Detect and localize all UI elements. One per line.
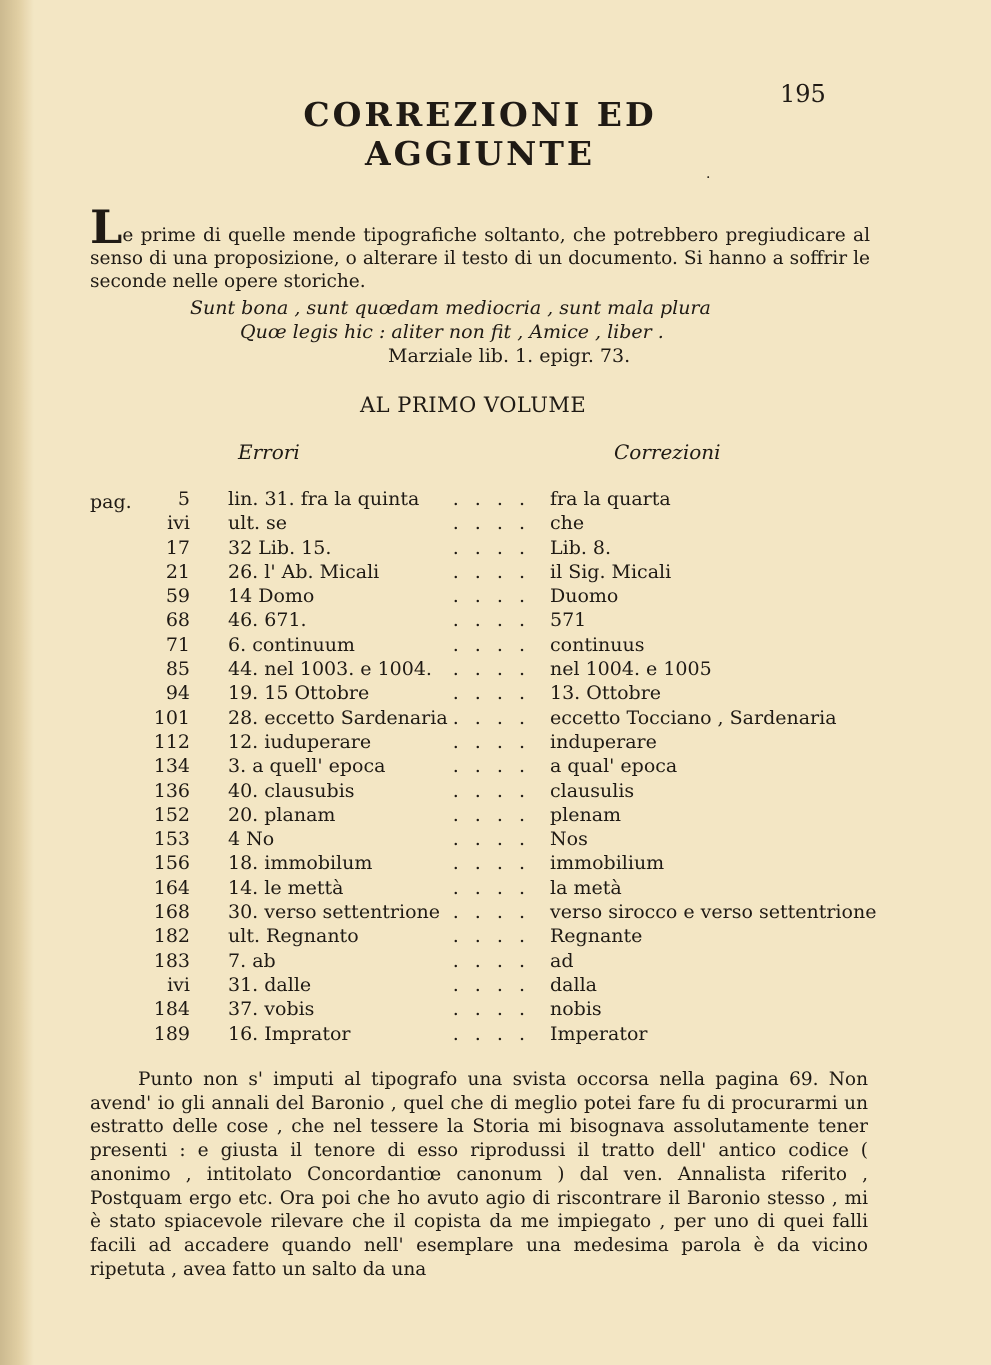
- errata-error: [228, 488, 419, 510]
- errata-row: [0, 780, 991, 804]
- errata-line: 26.: [228, 560, 259, 583]
- leader-dots: . . . .: [452, 682, 530, 705]
- errata-correction: Nos: [550, 828, 588, 851]
- errata-error: [228, 755, 385, 777]
- leader-dots: . . . .: [452, 658, 530, 681]
- errata-correction: Imperator: [550, 1022, 648, 1045]
- errata-row: [0, 561, 991, 585]
- errata-error: [228, 852, 372, 874]
- errata-row: [0, 950, 991, 974]
- errata-error-text: Imprator: [264, 1022, 351, 1045]
- errata-error: [228, 1023, 351, 1045]
- errata-line: 28.: [228, 706, 259, 729]
- errata-correction: Duomo: [550, 585, 619, 608]
- leader-dots: . . . .: [452, 973, 530, 996]
- errata-row: [0, 634, 991, 658]
- errata-correction: verso sirocco e verso settentrione: [550, 901, 877, 924]
- stray-mark: ·: [706, 170, 711, 186]
- errata-page: 68: [165, 609, 190, 632]
- errata-error-text: le mettà: [264, 876, 344, 899]
- errata-row: [0, 804, 991, 828]
- errata-page: ivi: [167, 973, 190, 996]
- errata-line: 14.: [228, 876, 259, 899]
- errata-page: 59: [165, 585, 190, 608]
- errata-line: ult.: [228, 925, 260, 948]
- errata-error: [228, 828, 274, 850]
- errata-correction: Lib. 8.: [550, 536, 612, 559]
- errata-row: [0, 828, 991, 852]
- errata-page: 71: [165, 633, 190, 656]
- errata-error: [228, 731, 371, 753]
- leader-dots: . . . .: [452, 852, 530, 875]
- errata-page: 156: [153, 852, 190, 875]
- page-prefix: pag.: [90, 491, 132, 513]
- leader-dots: . . . .: [452, 633, 530, 656]
- verse-attribution: Marziale lib. 1. epigr. 73.: [388, 345, 631, 367]
- errata-line: 44.: [228, 658, 259, 681]
- errata-correction: induperare: [550, 730, 657, 753]
- errata-correction: il Sig. Micali: [550, 560, 672, 583]
- errata-correction: dalla: [550, 973, 597, 996]
- page-heading: CORREZIONI ED AGGIUNTE: [303, 95, 657, 173]
- errata-error: [228, 780, 355, 802]
- errata-row: [0, 682, 991, 706]
- errata-error: [228, 877, 344, 899]
- errata-page: 85: [165, 658, 190, 681]
- leader-dots: . . . .: [452, 876, 530, 899]
- leader-dots: . . . .: [452, 998, 530, 1021]
- intro-paragraph: [90, 200, 870, 293]
- errata-page: 101: [153, 706, 190, 729]
- errata-error: [228, 974, 311, 996]
- errata-line: 3.: [228, 755, 247, 778]
- errata-error-text: planam: [264, 803, 336, 826]
- errata-error: [228, 707, 448, 729]
- errata-page: 153: [153, 828, 190, 851]
- errata-correction: 13. Ottobre: [550, 682, 662, 705]
- leader-dots: . . . .: [452, 512, 530, 535]
- errata-line: 18.: [228, 852, 259, 875]
- errata-page: 164: [153, 876, 190, 899]
- leader-dots: . . . .: [452, 730, 530, 753]
- errata-error: [228, 950, 276, 972]
- errata-correction: immobilium: [550, 852, 665, 875]
- intro-text: e prime di quelle mende tipografiche soltanto, che potrebbero pregiudicare al senso di una proposizione, o alterare il testo di un documento. Si hanno a soffrir le seconde nelle opere storiche.: [90, 225, 870, 292]
- errata-error: [228, 998, 314, 1020]
- errata-error-text: verso settentrione: [264, 901, 441, 924]
- errata-page: 183: [153, 949, 190, 972]
- errata-line: ult.: [228, 512, 260, 535]
- leader-dots: . . . .: [452, 488, 530, 510]
- leader-dots: . . . .: [452, 779, 530, 802]
- errata-line: 12.: [228, 730, 259, 753]
- errata-correction: fra la quarta: [550, 488, 671, 510]
- errata-correction: ad: [550, 949, 574, 972]
- errata-error: [228, 609, 307, 631]
- errata-row: [0, 537, 991, 561]
- errata-line: 7.: [228, 949, 247, 972]
- volume-title: AL PRIMO VOLUME: [360, 393, 587, 417]
- errata-row: [0, 731, 991, 755]
- errata-correction: Regnante: [550, 925, 643, 948]
- errata-row: [0, 877, 991, 901]
- errata-error-text: immobilum: [264, 852, 373, 875]
- errata-line: 16.: [228, 1022, 259, 1045]
- errata-error-text: 671.: [264, 609, 307, 632]
- errata-error-text: continuum: [252, 633, 355, 656]
- errata-row: [0, 901, 991, 925]
- errata-error: [228, 512, 287, 534]
- errata-error: [228, 925, 359, 947]
- drop-cap: L: [90, 200, 123, 254]
- errata-error: [228, 537, 331, 559]
- errata-row: [0, 707, 991, 731]
- errata-error-text: se: [266, 512, 288, 535]
- errata-page: 152: [153, 803, 190, 826]
- errata-error: [228, 682, 369, 704]
- errata-table: [0, 488, 991, 1047]
- errata-correction: clausulis: [550, 779, 635, 802]
- errata-error-text: nel 1003. e 1004.: [264, 658, 432, 681]
- errata-page: 5: [177, 488, 190, 510]
- errata-page: 168: [153, 901, 190, 924]
- closing-text: Punto non s' imputi al tipografo una svista occorsa nella pagina 69. Non avend' io gli annali del Baronio , quel che di meglio potei fare fu di procurarmi un estratto delle cose , che nel tessere la Storia mi bisognava assolutamente tener presenti : e giusta il tenore di esso riprodussi il tratto dell' antico codice ( anonimo , intitolato Concordantiœ canonum ) dal ven. Annalista riferito , Postquam ergo etc. Ora poi che ho avuto agio di riscontrare il Baronio stesso , mi è stato spiacevole rilevare che il copista da me impiegato , per uno di quei falli facili ad accadere quando nell' esemplare una medesima parola è da vicino ripetuta , avea fatto un salto da una: [90, 1069, 868, 1280]
- errata-page: 21: [165, 560, 190, 583]
- errata-error: [228, 804, 335, 826]
- errata-error: [228, 585, 314, 607]
- errata-line: 37.: [228, 998, 259, 1021]
- errata-row: [0, 1023, 991, 1047]
- errata-row: [0, 658, 991, 682]
- errata-row: [0, 512, 991, 536]
- errata-row: [0, 852, 991, 876]
- leader-dots: . . . .: [452, 901, 530, 924]
- errata-correction: che: [550, 512, 585, 535]
- errata-row: [0, 488, 991, 512]
- errata-row: [0, 974, 991, 998]
- errata-error-text: 15 Ottobre: [264, 682, 370, 705]
- errata-correction: continuus: [550, 633, 645, 656]
- errata-line: lin. 31.: [228, 488, 295, 510]
- errata-row: [0, 585, 991, 609]
- errata-correction: eccetto Tocciano , Sardenaria: [550, 706, 837, 729]
- errata-row: [0, 925, 991, 949]
- errata-row: [0, 998, 991, 1022]
- errata-line: 40.: [228, 779, 259, 802]
- errata-error: [228, 658, 432, 680]
- errata-page: 189: [153, 1022, 190, 1045]
- errata-error-text: fra la quinta: [300, 488, 420, 510]
- leader-dots: . . . .: [452, 949, 530, 972]
- leader-dots: . . . .: [452, 585, 530, 608]
- errata-row: [0, 609, 991, 633]
- errata-correction: plenam: [550, 803, 622, 826]
- errata-error: [228, 634, 355, 656]
- errata-page: 182: [153, 925, 190, 948]
- verse-line-1: Sunt bona , sunt quœdam mediocria , sunt mala plura: [190, 297, 711, 319]
- leader-dots: . . . .: [452, 755, 530, 778]
- errata-correction: nel 1004. e 1005: [550, 658, 712, 681]
- leader-dots: . . . .: [452, 536, 530, 559]
- errata-error-text: dalle: [264, 973, 312, 996]
- errata-error: [228, 561, 379, 583]
- leader-dots: . . . .: [452, 828, 530, 851]
- leader-dots: . . . .: [452, 1022, 530, 1045]
- verse-line-2: Quœ legis hic : aliter non fit , Amice , liber .: [240, 321, 664, 343]
- errata-line: 30.: [228, 901, 259, 924]
- errata-line: 6.: [228, 633, 247, 656]
- errata-page: 112: [153, 730, 190, 753]
- errata-error-text: eccetto Sardenaria: [264, 706, 448, 729]
- errata-error-text: iuduperare: [264, 730, 372, 753]
- errata-error-text: ab: [252, 949, 276, 972]
- errata-correction: a qual' epoca: [550, 755, 678, 778]
- errata-error-text: Lib. 15.: [258, 536, 332, 559]
- errata-error-text: vobis: [264, 998, 315, 1021]
- errata-correction: la metà: [550, 876, 622, 899]
- errata-error-text: Regnanto: [266, 925, 359, 948]
- leader-dots: . . . .: [452, 609, 530, 632]
- errata-correction: 571: [550, 609, 587, 632]
- errata-page: 136: [153, 779, 190, 802]
- leader-dots: . . . .: [452, 925, 530, 948]
- errors-column-header: Errori: [238, 440, 300, 464]
- errata-error-text: No: [246, 828, 275, 851]
- errata-error: [228, 901, 440, 923]
- errata-page: ivi: [167, 512, 190, 535]
- corrections-column-header: Correzioni: [614, 440, 721, 464]
- leader-dots: . . . .: [452, 706, 530, 729]
- errata-error-text: Domo: [258, 585, 315, 608]
- errata-error-text: l' Ab. Micali: [264, 560, 380, 583]
- errata-page: 17: [165, 536, 190, 559]
- errata-line: 32: [228, 536, 253, 559]
- errata-line: 14: [228, 585, 253, 608]
- errata-line: 19.: [228, 682, 259, 705]
- errata-line: 4: [228, 828, 241, 851]
- errata-line: 31.: [228, 973, 259, 996]
- errata-page: 184: [153, 998, 190, 1021]
- errata-row: [0, 755, 991, 779]
- leader-dots: . . . .: [452, 803, 530, 826]
- errata-error-text: clausubis: [264, 779, 355, 802]
- errata-error-text: a quell' epoca: [252, 755, 386, 778]
- errata-page: 134: [153, 755, 190, 778]
- errata-line: 46.: [228, 609, 259, 632]
- errata-correction: nobis: [550, 998, 602, 1021]
- leader-dots: . . . .: [452, 560, 530, 583]
- closing-paragraph: [90, 1068, 868, 1281]
- page-number: 195: [780, 80, 826, 108]
- errata-page: 94: [165, 682, 190, 705]
- errata-line: 20.: [228, 803, 259, 826]
